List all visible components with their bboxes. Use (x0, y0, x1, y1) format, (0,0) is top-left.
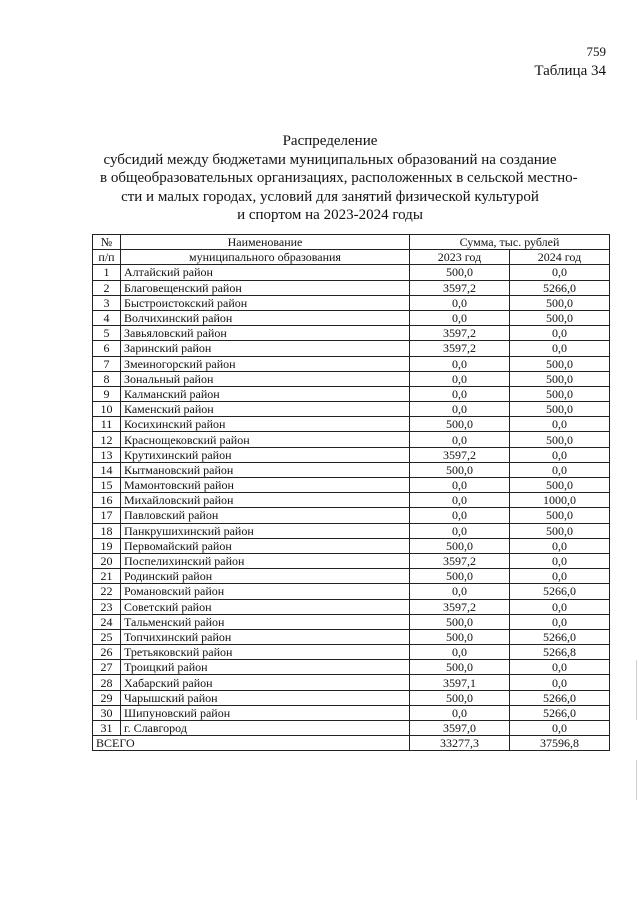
row-value-2023: 0,0 (410, 386, 510, 401)
total-row (93, 736, 610, 751)
scan-edge-mark (636, 760, 637, 800)
row-value-2023: 500,0 (410, 614, 510, 629)
row-number: 25 (93, 629, 121, 644)
row-municipality: Третьяковский район (121, 645, 410, 660)
row-value-2023: 500,0 (410, 462, 510, 477)
table-row (93, 295, 610, 310)
row-number: 6 (93, 341, 121, 356)
total-2024: 37596,8 (510, 736, 610, 751)
row-value-2023: 0,0 (410, 508, 510, 523)
row-value-2024: 500,0 (510, 508, 610, 523)
row-number: 26 (93, 645, 121, 660)
table-row (93, 402, 610, 417)
row-value-2023: 3597,2 (410, 280, 510, 295)
row-number: 12 (93, 432, 121, 447)
row-value-2024: 5266,0 (510, 280, 610, 295)
table-row (93, 310, 610, 325)
row-number: 3 (93, 295, 121, 310)
row-number: 10 (93, 402, 121, 417)
row-value-2024: 0,0 (510, 265, 610, 280)
row-number: 2 (93, 280, 121, 295)
document-heading (100, 132, 578, 225)
row-value-2023: 0,0 (410, 310, 510, 325)
row-value-2024: 0,0 (510, 553, 610, 568)
header-year-2024: 2024 год (510, 250, 610, 265)
row-municipality: Тальменский район (121, 614, 410, 629)
row-number: 22 (93, 584, 121, 599)
row-municipality: Чарышский район (121, 690, 410, 705)
row-municipality: Первомайский район (121, 538, 410, 553)
row-number: 23 (93, 599, 121, 614)
row-value-2024: 0,0 (510, 599, 610, 614)
row-value-2023: 0,0 (410, 493, 510, 508)
row-number: 8 (93, 371, 121, 386)
table-row (93, 538, 610, 553)
row-value-2023: 0,0 (410, 295, 510, 310)
table-row (93, 599, 610, 614)
table-label: Таблица 34 (534, 63, 606, 79)
row-municipality: Краснощековский район (121, 432, 410, 447)
table-row (93, 508, 610, 523)
row-value-2024: 0,0 (510, 660, 610, 675)
header-number-line2: п/п (93, 250, 121, 265)
row-municipality: Топчихинский район (121, 629, 410, 644)
row-number: 11 (93, 417, 121, 432)
header-name-line2: муниципального образования (121, 250, 410, 265)
row-number: 13 (93, 447, 121, 462)
row-municipality: Благовещенский район (121, 280, 410, 295)
row-municipality: Мамонтовский район (121, 478, 410, 493)
row-municipality: Михайловский район (121, 493, 410, 508)
table-row (93, 645, 610, 660)
row-number: 17 (93, 508, 121, 523)
row-value-2023: 3597,2 (410, 447, 510, 462)
heading-line: и спортом на 2023-2024 годы (237, 207, 423, 223)
header-number-line1: № (93, 235, 121, 250)
row-municipality: Панкрушихинский район (121, 523, 410, 538)
row-value-2024: 5266,0 (510, 584, 610, 599)
total-label: ВСЕГО (93, 736, 410, 751)
heading-line: в общеобразовательных организациях, расположенных в сельской местно- (100, 170, 578, 186)
row-value-2023: 3597,2 (410, 326, 510, 341)
table-row (93, 584, 610, 599)
row-municipality: Алтайский район (121, 265, 410, 280)
table-row (93, 417, 610, 432)
row-number: 21 (93, 569, 121, 584)
table-row (93, 462, 610, 477)
row-municipality: Романовский район (121, 584, 410, 599)
row-value-2023: 0,0 (410, 478, 510, 493)
row-value-2023: 3597,2 (410, 599, 510, 614)
table-row (93, 660, 610, 675)
row-municipality: Павловский район (121, 508, 410, 523)
heading-line: Распределение (282, 133, 378, 149)
heading-line: субсидий между бюджетами муниципальных образований на создание (103, 151, 557, 168)
table-body (93, 265, 610, 736)
row-number: 16 (93, 493, 121, 508)
table-header (93, 235, 610, 265)
row-number: 9 (93, 386, 121, 401)
table-row (93, 569, 610, 584)
row-value-2023: 0,0 (410, 645, 510, 660)
table-row (93, 280, 610, 295)
row-municipality: Хабарский район (121, 675, 410, 690)
table-row (93, 523, 610, 538)
table-row (93, 690, 610, 705)
row-value-2024: 0,0 (510, 569, 610, 584)
table-row (93, 265, 610, 280)
row-value-2024: 0,0 (510, 462, 610, 477)
row-number: 5 (93, 326, 121, 341)
row-number: 4 (93, 310, 121, 325)
table-row (93, 478, 610, 493)
header-name-line1: Наименование (121, 235, 410, 250)
row-value-2024: 0,0 (510, 721, 610, 736)
row-municipality: Крутихинский район (121, 447, 410, 462)
row-number: 28 (93, 675, 121, 690)
row-municipality: Калманский район (121, 386, 410, 401)
table-row (93, 356, 610, 371)
row-municipality: Змеиногорский район (121, 356, 410, 371)
table-row (93, 326, 610, 341)
row-municipality: Шипуновский район (121, 705, 410, 720)
table-row (93, 386, 610, 401)
row-value-2024: 0,0 (510, 341, 610, 356)
row-value-2024: 0,0 (510, 417, 610, 432)
table-row (93, 705, 610, 720)
row-value-2023: 500,0 (410, 417, 510, 432)
row-value-2023: 500,0 (410, 629, 510, 644)
row-value-2024: 500,0 (510, 478, 610, 493)
total-2023: 33277,3 (410, 736, 510, 751)
header-year-2023: 2023 год (410, 250, 510, 265)
row-municipality: Завьяловский район (121, 326, 410, 341)
table-row (93, 432, 610, 447)
row-number: 1 (93, 265, 121, 280)
row-number: 31 (93, 721, 121, 736)
table-row (93, 721, 610, 736)
row-value-2023: 0,0 (410, 705, 510, 720)
row-value-2023: 3597,2 (410, 341, 510, 356)
row-value-2023: 0,0 (410, 356, 510, 371)
row-value-2023: 500,0 (410, 660, 510, 675)
row-value-2023: 0,0 (410, 402, 510, 417)
scan-edge-mark (636, 660, 637, 720)
row-value-2023: 0,0 (410, 432, 510, 447)
row-value-2023: 0,0 (410, 584, 510, 599)
row-value-2024: 0,0 (510, 538, 610, 553)
row-municipality: г. Славгород (121, 721, 410, 736)
row-municipality: Зональный район (121, 371, 410, 386)
table-row (93, 341, 610, 356)
row-number: 24 (93, 614, 121, 629)
row-value-2023: 500,0 (410, 569, 510, 584)
table-row (93, 371, 610, 386)
row-municipality: Советский район (121, 599, 410, 614)
row-number: 14 (93, 462, 121, 477)
row-value-2023: 500,0 (410, 690, 510, 705)
row-number: 15 (93, 478, 121, 493)
row-number: 27 (93, 660, 121, 675)
row-value-2024: 5266,0 (510, 690, 610, 705)
row-value-2024: 500,0 (510, 432, 610, 447)
row-number: 19 (93, 538, 121, 553)
row-number: 29 (93, 690, 121, 705)
table-row (93, 675, 610, 690)
row-value-2024: 5266,0 (510, 629, 610, 644)
row-value-2024: 500,0 (510, 295, 610, 310)
row-municipality: Быстроистокский район (121, 295, 410, 310)
row-municipality: Троицкий район (121, 660, 410, 675)
row-value-2024: 0,0 (510, 675, 610, 690)
row-number: 30 (93, 705, 121, 720)
row-value-2023: 500,0 (410, 538, 510, 553)
table-footer (93, 736, 610, 751)
row-municipality: Кытмановский район (121, 462, 410, 477)
row-municipality: Волчихинский район (121, 310, 410, 325)
row-value-2024: 1000,0 (510, 493, 610, 508)
row-municipality: Косихинский район (121, 417, 410, 432)
row-municipality: Заринский район (121, 341, 410, 356)
row-value-2023: 3597,2 (410, 553, 510, 568)
header-sum: Сумма, тыс. рублей (410, 235, 610, 250)
row-number: 7 (93, 356, 121, 371)
row-value-2024: 0,0 (510, 447, 610, 462)
row-value-2024: 5266,0 (510, 705, 610, 720)
row-number: 18 (93, 523, 121, 538)
table-row (93, 614, 610, 629)
row-value-2024: 5266,8 (510, 645, 610, 660)
row-number: 20 (93, 553, 121, 568)
row-value-2024: 500,0 (510, 371, 610, 386)
page-number: 759 (586, 44, 606, 59)
table-row (93, 553, 610, 568)
row-value-2024: 500,0 (510, 386, 610, 401)
row-municipality: Родинский район (121, 569, 410, 584)
row-value-2023: 3597,1 (410, 675, 510, 690)
row-value-2024: 500,0 (510, 402, 610, 417)
row-value-2023: 0,0 (410, 371, 510, 386)
row-value-2024: 500,0 (510, 310, 610, 325)
heading-line: сти и малых городах, условий для занятий физической культурой (121, 188, 539, 205)
row-value-2023: 3597,0 (410, 721, 510, 736)
row-municipality: Каменский район (121, 402, 410, 417)
row-value-2023: 0,0 (410, 523, 510, 538)
subsidy-table (92, 234, 610, 751)
table-row (93, 629, 610, 644)
row-municipality: Поспелихинский район (121, 553, 410, 568)
row-value-2023: 500,0 (410, 265, 510, 280)
row-value-2024: 500,0 (510, 523, 610, 538)
table-row (93, 493, 610, 508)
row-value-2024: 500,0 (510, 356, 610, 371)
row-value-2024: 0,0 (510, 614, 610, 629)
row-value-2024: 0,0 (510, 326, 610, 341)
table-row (93, 447, 610, 462)
